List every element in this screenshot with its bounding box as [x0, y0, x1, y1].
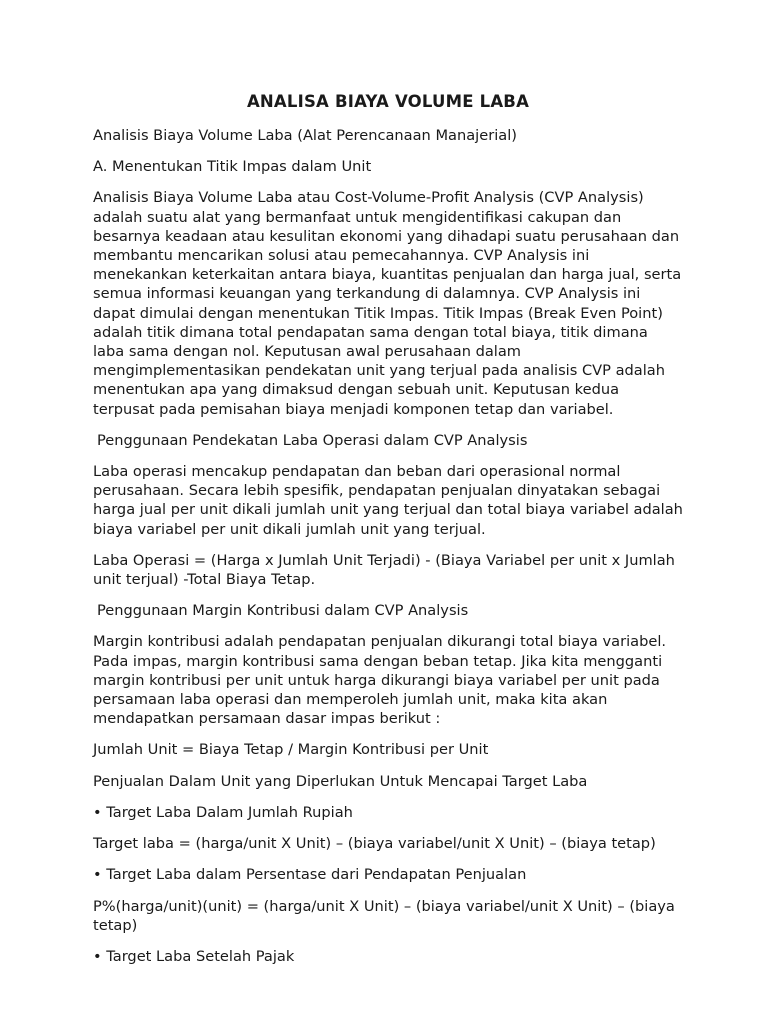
section-heading-laba-operasi: Penggunaan Pendekatan Laba Operasi dalam CVP Analysis: [97, 431, 528, 449]
section-heading-a: A. Menentukan Titik Impas dalam Unit: [93, 158, 372, 176]
document-page: [93, 92, 683, 978]
bullet-target-laba-rupiah: • Target Laba Dalam Jumlah Rupiah: [93, 803, 353, 821]
section-heading-margin-kontribusi: Penggunaan Margin Kontribusi dalam CVP Analysis: [97, 602, 469, 620]
subtitle-paragraph: Analisis Biaya Volume Laba (Alat Perencanaan Manajerial): [93, 127, 517, 144]
body-paragraph-margin-kontribusi: Margin kontribusi adalah pendapatan penjualan dikurangi total biaya variabel. Pada impas, margin kontribusi sama dengan beban tetap. Jika kita mengganti margin kontribusi per unit untuk harga dikurangi biaya variabel per unit pada persamaan laba operasi dan memperoleh jumlah unit, maka kita akan mendapatkan persamaan dasar impas berikut :: [93, 633, 667, 728]
body-paragraph-cvp: Analisis Biaya Volume Laba atau Cost-Volume-Profit Analysis (CVP Analysis) adalah suatu alat yang bermanfaat untuk mengidentifikasi cakupan dan besarnya keadaan atau kesulitan ekonomi yang dihadapi suatu perusahaan dan membantu mencarikan solusi atau pemecahannya. CVP Analysis ini menekankan keterkaitan antara biaya, kuantitas penjualan dan harga jual, serta semua informasi keuangan yang terkandung di dalamnya. CVP Analysis ini dapat dimulai dengan menentukan Titik Impas. Titik Impas (Break Even Point) adalah titik dimana total pendapatan sama dengan total biaya, titik dimana laba sama dengan nol. Keputusan awal perusahaan dalam mengimplementasikan pendekatan unit yang terjual pada analisis CVP adalah menentukan apa yang dimaksud dengan sebuah unit. Keputusan kedua terpusat pada pemisahan biaya menjadi komponen tetap dan variabel.: [93, 189, 682, 418]
formula-jumlah-unit: Jumlah Unit = Biaya Tetap / Margin Kontribusi per Unit: [93, 741, 489, 759]
formula-target-laba-persentase: P%(harga/unit)(unit) = (harga/unit X Unit) – (biaya variabel/unit X Unit) – (biaya tetap): [93, 897, 675, 934]
bullet-target-laba-setelah-pajak: • Target Laba Setelah Pajak: [93, 947, 295, 965]
body-paragraph-laba-operasi: Laba operasi mencakup pendapatan dan beban dari operasional normal perusahaan. Secara lebih spesifik, pendapatan penjualan dinyatakan sebagai harga jual per unit dikali jumlah unit yang terjual dan total biaya variabel adalah biaya variabel per unit dikali jumlah unit yang terjual.: [93, 463, 683, 538]
bullet-target-laba-persentase: • Target Laba dalam Persentase dari Pendapatan Penjualan: [93, 866, 527, 884]
formula-laba-operasi: Laba Operasi = (Harga x Jumlah Unit Terjadi) - (Biaya Variabel per unit x Jumlah unit terjual) -Total Biaya Tetap.: [93, 551, 675, 589]
formula-target-laba: Target laba = (harga/unit X Unit) – (biaya variabel/unit X Unit) – (biaya tetap): [93, 835, 656, 853]
section-heading-target-laba: Penjualan Dalam Unit yang Diperlukan Untuk Mencapai Target Laba: [93, 772, 588, 790]
document-title: ANALISA BIAYA VOLUME LABA: [246, 92, 530, 111]
